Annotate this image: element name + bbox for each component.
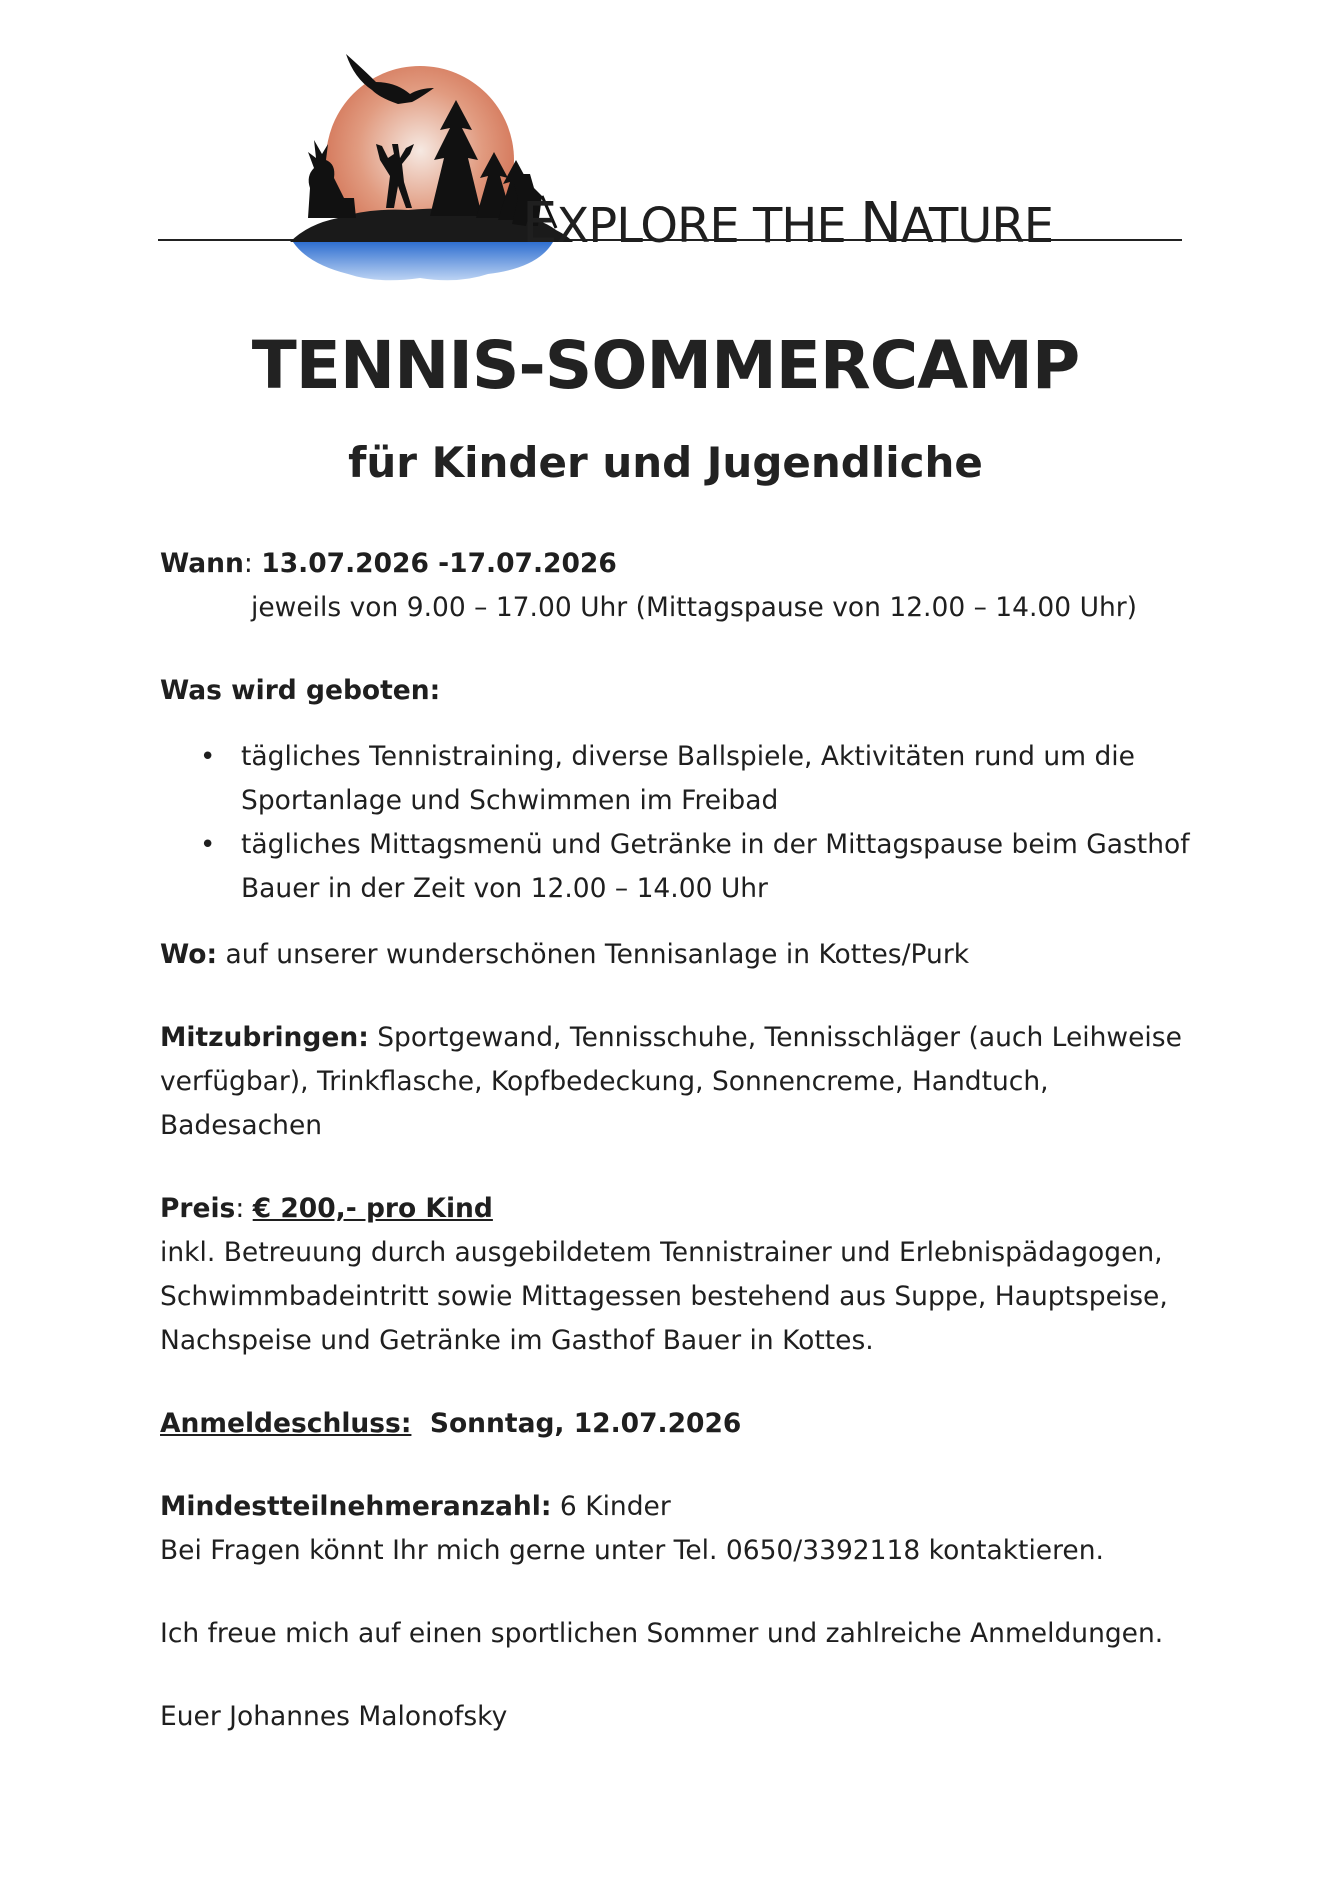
list-item: • tägliches Mittagsmenü und Getränke in der Mittagspause beim Gasthof Bauer in der Zeit von 12.00 – 14.00 Uhr [160, 823, 1190, 911]
wann-times: jeweils von 9.00 – 17.00 Uhr (Mittagspause von 12.00 – 14.00 Uhr) [251, 592, 1138, 623]
list-item: • tägliches Tennistraining, diverse Ballspiele, Aktivitäten rund um die Sportanlage und Schwimmen im Freibad [160, 735, 1190, 823]
was-heading: Was wird geboten: [160, 675, 441, 706]
offer-list [160, 735, 1190, 911]
page-subtitle: für Kinder und Jugendliche [348, 438, 983, 487]
price-value: € 200,- pro Kind [252, 1193, 493, 1224]
freude-line: Ich freue mich auf einen sportlichen Sommer und zahlreiche Anmeldungen. [160, 1618, 1164, 1649]
anmeldeschluss-line: Anmeldeschluss: Sonntag, 12.07.2026 [160, 1408, 742, 1439]
wann-line: Wann: 13.07.2026 -17.07.2026 [160, 548, 617, 579]
wo-line: Wo: auf unserer wunderschönen Tennisanlage in Kottes/Purk [160, 939, 970, 970]
explore-the-nature-logo [158, 48, 1182, 288]
flyer-body [160, 542, 1190, 1739]
signature: Euer Johannes Malonofsky [160, 1701, 508, 1732]
logo-wordmark: EXPLORE THE NATURE [522, 191, 1054, 256]
preis-line: Preis: € 200,- pro Kind [160, 1193, 493, 1224]
mindest-line: Mindestteilnehmeranzahl: 6 Kinder [160, 1491, 671, 1522]
preis-details: inkl. Betreuung durch ausgebildetem Tennistrainer und Erlebnispädagogen, Schwimmbadeintritt sowie Mittagessen bestehend aus Suppe, Hauptspeise, Nachspeise und Getränke im Gasthof Bauer in Kottes. [160, 1237, 1168, 1356]
fragen-line: Bei Fragen könnt Ihr mich gerne unter Tel. 0650/3392118 kontaktieren. [160, 1535, 1104, 1566]
water-icon [293, 242, 553, 280]
mitbringen-line: Mitzubringen: Sportgewand, Tennisschuhe, Tennisschläger (auch Leihweise verfügbar), Trinkflasche, Kopfbedeckung, Sonnencreme, Handtuch, Badesachen [160, 1022, 1182, 1141]
page-title: TENNIS-SOMMERCAMP [251, 327, 1080, 404]
